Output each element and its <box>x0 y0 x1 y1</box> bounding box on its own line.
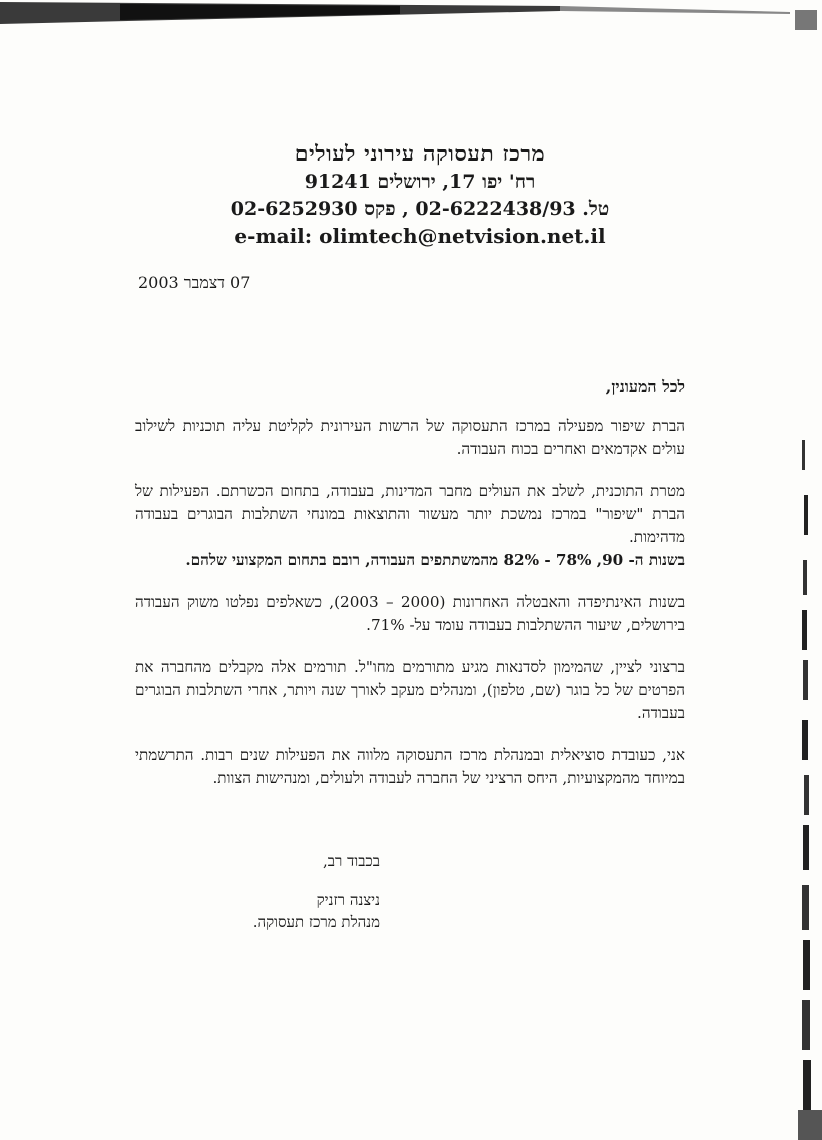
greeting: לכל המעונין, <box>605 377 685 396</box>
signature-name: ניצנה רזניק <box>316 891 380 909</box>
closing: בכבוד רב, <box>323 852 380 870</box>
scan-noise-right <box>782 0 822 1140</box>
paragraph-stats-90s: בשנות ה- 90, 78% - 82% מהמשתתפים העבודה, רובם בתחום המקצועי שלהם. <box>185 551 685 569</box>
paragraph-stats-intifada: בשנות האינתיפדה והאבטלה האחרונות (2000 – 2003), כשאלפים נפלטו משוק העבודה בירושלים, שיעור ההשתלבות בעבודה עומד על- 71%. <box>135 593 686 634</box>
letterhead <box>230 140 610 250</box>
organization-name: מרכז תעסוקה עירוני לעולים <box>294 141 546 167</box>
signature-title: מנהלת מרכז תעסוקה. <box>252 913 380 931</box>
signoff <box>230 850 380 933</box>
scan-noise-top <box>0 0 822 30</box>
phone-fax-line: טל. 02-6222438/93 , פקס 02-6252930 <box>230 198 610 220</box>
address-line: רח' יפו 17, ירושלים 91241 <box>304 171 536 193</box>
paragraph-personal: אני, כעובדת סוציאלית ובמנהלת מרכז התעסוקה מלווה את הפעילות שנים רבות. התרשמתי במיוחד מהמקצועיות, היחס הרציני של החברה לעבודה ולעולים, ומנהישות הצוות. <box>135 746 685 787</box>
email-line: e-mail: olimtech@netvision.net.il <box>234 224 606 248</box>
paragraph-intro: הברת שיפור מפעילה במרכז התעסוקה של הרשות העירונית לקליטת עליה תוכניות לשילוב עולים אקדמאים ואחרים בכוח העבודה. <box>135 417 685 458</box>
letter-body <box>135 375 685 809</box>
paragraph-funding: ברצוני לציין, שהמימון לסדנאות מגיע מתורמים מחו"ל. תורמים אלה מקבלים מהחברה את הפרטים של כל בוגר (שם, טלפון), ומנהלים מעקב לאורך שנה ויותר, אחרי השתלבות הבוגרים בעבודה. <box>135 658 685 722</box>
paragraph-goal: מטרת התוכנית, לשלב את העולים מחבר המדינות, בעבודה, בתחום הכשרתם. הפעילות של הברת "שיפור" במרכז נמשכת יותר מעשור והתוצאות במונחי השתלבות הבוגרים בעבודה מדהימות. <box>135 482 685 546</box>
letter-date: 07 דצמבר 2003 <box>138 273 251 292</box>
